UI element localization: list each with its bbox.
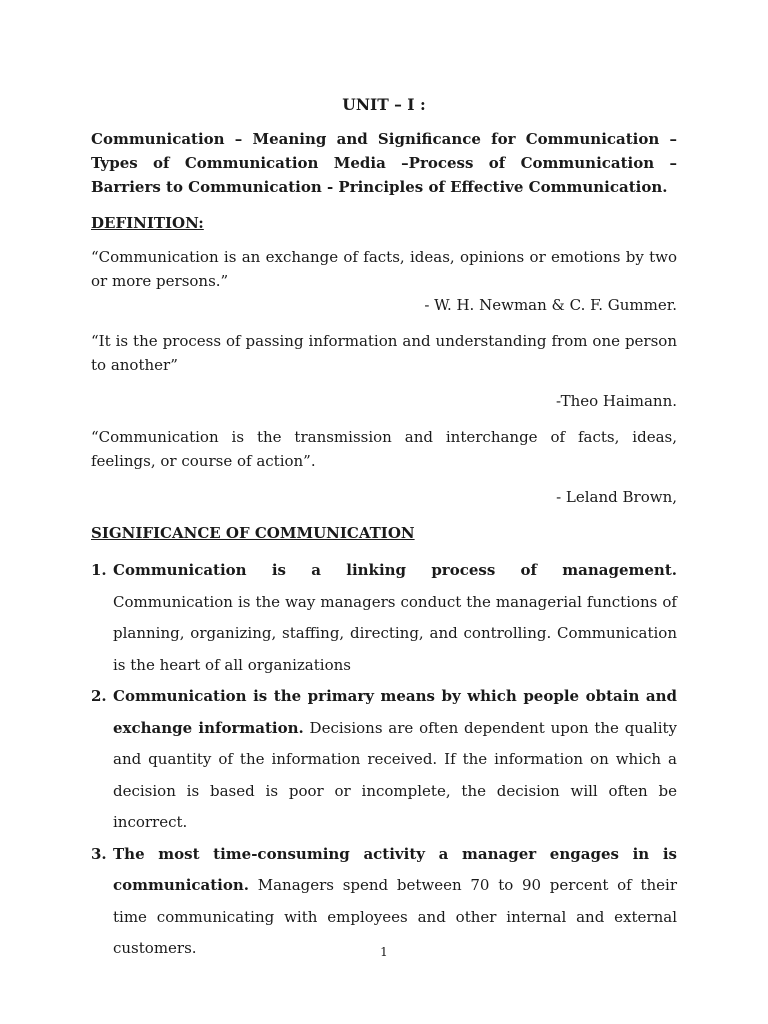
spacer <box>91 509 677 523</box>
definition-author: - W. H. Newman & C. F. Gummer. <box>424 296 677 314</box>
spacer <box>91 377 677 389</box>
definition-quote: “It is the process of passing information and understanding from one person to another” <box>91 332 677 374</box>
spacer <box>91 413 677 425</box>
list-item-lead: Communication is a linking process of management. <box>113 561 677 579</box>
definition-heading: DEFINITION: <box>91 214 204 232</box>
significance-list <box>91 555 677 965</box>
page-number: 1 <box>380 945 388 959</box>
unit-title: UNIT – I : <box>342 95 426 114</box>
list-item-number: 3. <box>91 844 107 863</box>
list-item-lead: The most time-consuming activity a manager engages in is communication. <box>113 844 677 894</box>
unit-topics: Communication – Meaning and Significance for Communication – Types of Communication Media –Process of Communication – Barriers to Communication - Principles of Effective Communication. <box>91 130 677 196</box>
list-item-number: 2. <box>91 687 107 705</box>
spacer <box>91 317 677 329</box>
list-item <box>91 681 677 839</box>
definition-quote: “Communication is an exchange of facts, ideas, opinions or emotions by two or more persons.” <box>91 248 677 290</box>
list-item-lead: Communication is the primary means by which people obtain and exchange information. <box>113 687 677 737</box>
definition-quote: “Communication is the transmission and interchange of facts, ideas, feelings, or course of action”. <box>91 428 677 470</box>
definition-block <box>91 245 677 317</box>
definition-block <box>91 425 677 509</box>
definition-author: -Theo Haimann. <box>556 392 677 410</box>
definition-author: - Leland Brown, <box>556 488 677 506</box>
list-item-text: Decisions are often dependent upon the quality and quantity of the information received. If the information on which a decision is based is poor or incomplete, the decision will often be incorrect. <box>113 718 677 831</box>
list-item <box>91 555 677 681</box>
list-item-number: 1. <box>91 561 107 579</box>
definition-block <box>91 329 677 413</box>
list-item-text: Managers spend between 70 to 90 percent of their time communicating with employees and other internal and external customers. <box>113 876 677 957</box>
significance-heading: SIGNIFICANCE OF COMMUNICATION <box>91 524 415 542</box>
list-item-text: Communication is the way managers conduct the managerial functions of planning, organizing, staffing, directing, and controlling. Communication is the heart of all organizations <box>113 592 677 674</box>
document-page <box>91 95 677 965</box>
spacer <box>91 473 677 485</box>
